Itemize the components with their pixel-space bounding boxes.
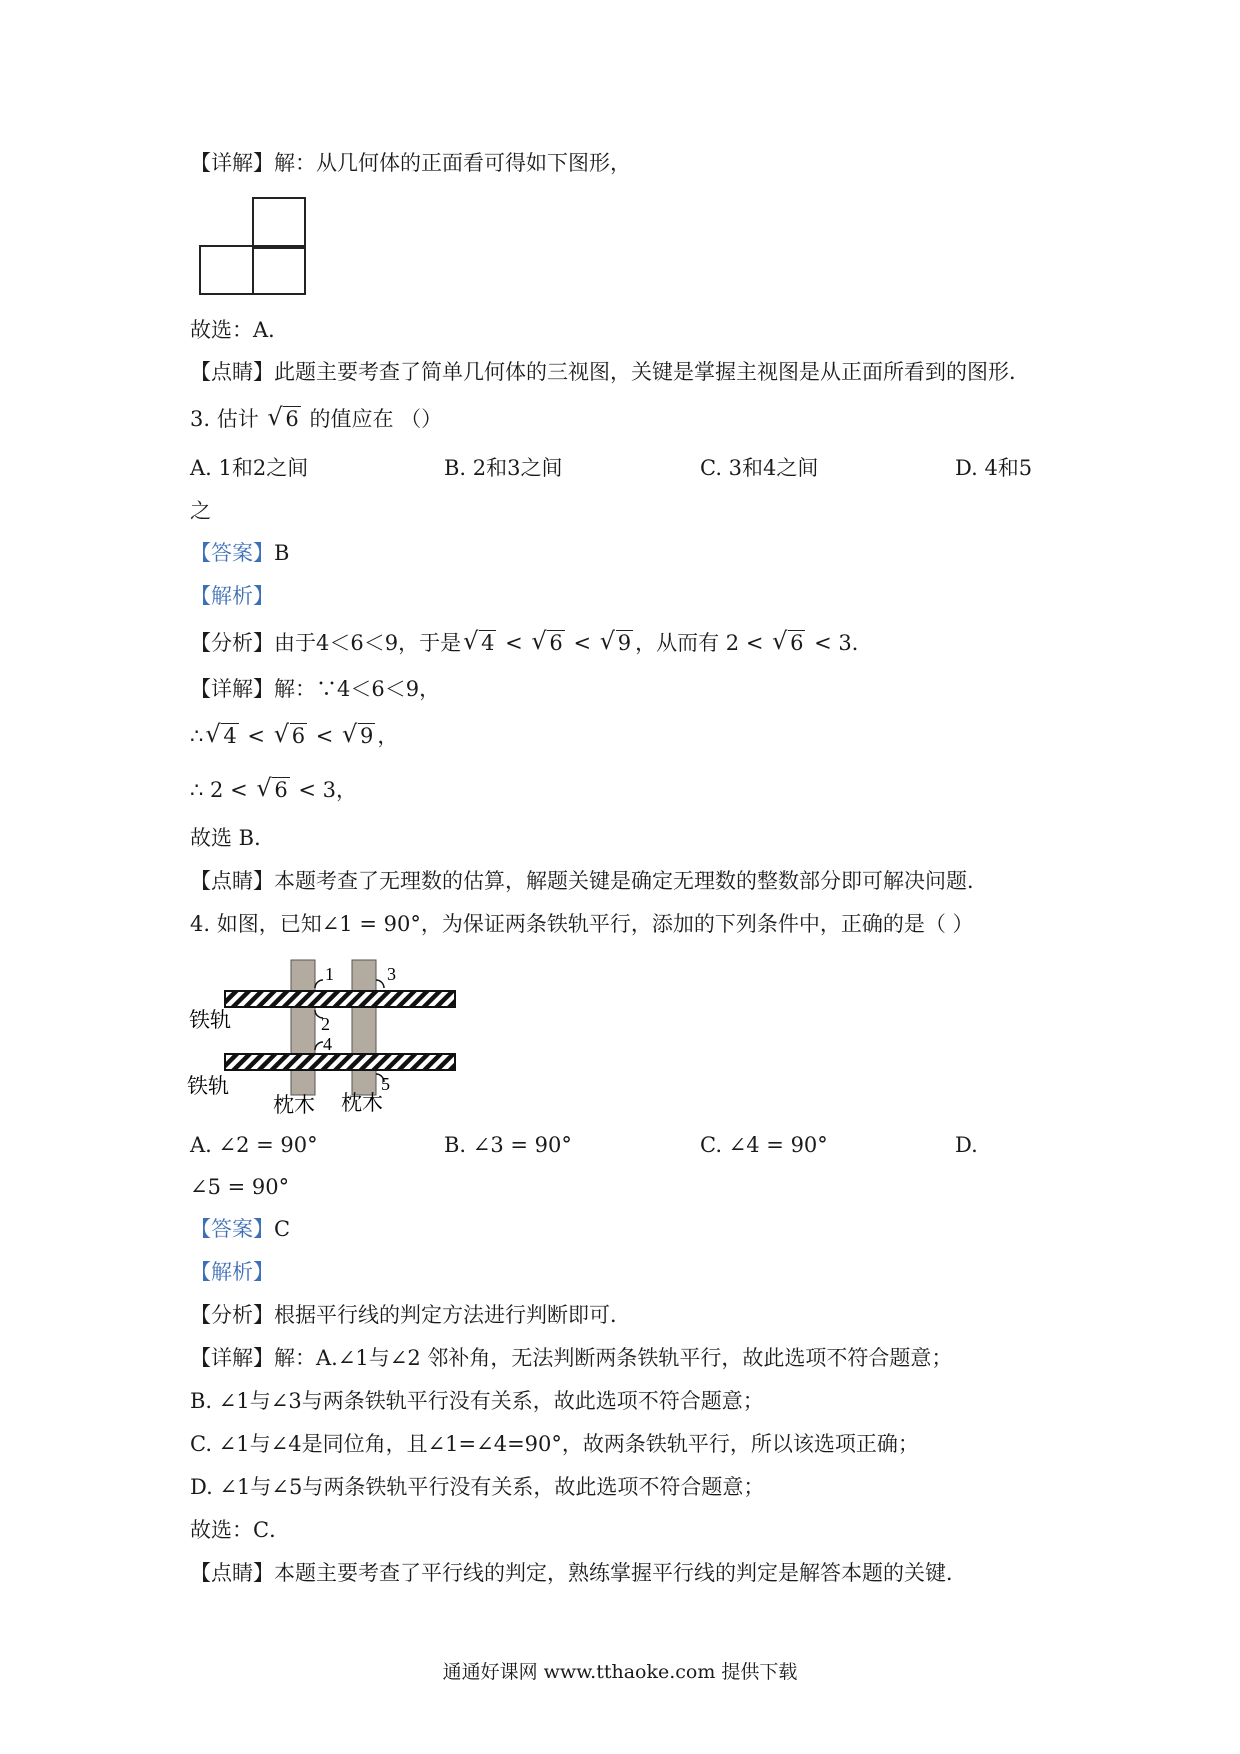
bottom-left-square (199, 245, 254, 295)
radical (600, 628, 633, 658)
rail-top (225, 991, 455, 1007)
comment-4: 【点睛】本题主要考查了平行线的判定，熟练掌握平行线的判定是解答本题的关键． (190, 1561, 967, 1585)
radical (256, 775, 289, 805)
answer-tag: 【答案】 (190, 1217, 274, 1241)
angle-5-label: 5 (381, 1074, 390, 1094)
choose-3: 故选 B． (190, 826, 276, 850)
railway-figure (185, 950, 465, 1130)
q3-suffix: 的值应在 （） (309, 407, 443, 431)
q3-option-b: B. 2和3之间 (444, 456, 563, 480)
angle-4-label: 4 (323, 1034, 332, 1054)
angle-3-label: 3 (387, 964, 396, 984)
q4-option-d: D. (955, 1133, 978, 1157)
sleeper-label-2: 枕木 (341, 1091, 383, 1115)
radicand: 6 (274, 778, 288, 802)
q4-option-c: C. ∠4 = 90° (700, 1133, 828, 1157)
q3-radical (267, 404, 300, 434)
detail-4a: 【详解】解：A.∠1与∠2 邻补角，无法判断两条铁轨平行，故此选项不符合题意； (190, 1346, 953, 1370)
choose-line-2: 故选：A． (190, 318, 290, 342)
q3-option-d: D. 4和5 (955, 456, 1033, 480)
detail-4c: C. ∠1与∠4是同位角，且∠1=∠4=90°，故两条铁轨平行，所以该选项正确； (190, 1432, 919, 1456)
analysis-tag-3: 【解析】 (190, 584, 274, 608)
question-3 (190, 404, 442, 434)
detail-4d: D. ∠1与∠5与两条铁轨平行没有关系，故此选项不符合题意； (190, 1475, 765, 1499)
angle-2-label: 2 (321, 1014, 330, 1034)
top-square (252, 197, 306, 249)
comment-3: 【点睛】本题考查了无理数的估算，解题关键是确定无理数的整数部分即可解决问题． (190, 869, 988, 893)
radical (274, 721, 307, 751)
radicand: 9 (360, 724, 374, 748)
bottom-right-square (252, 245, 306, 295)
q3-radicand: 6 (285, 407, 299, 431)
analysis-3-text: 【分析】由于4＜6＜9，于是 (190, 631, 462, 655)
radical (342, 721, 375, 751)
lt: < (498, 631, 530, 655)
radicand: 6 (549, 631, 563, 655)
analysis-3 (190, 628, 873, 658)
radicand: 4 (481, 631, 495, 655)
answer-4 (190, 1214, 290, 1244)
q4-option-a: A. ∠2 = 90° (190, 1133, 318, 1157)
answer-value: C (274, 1217, 291, 1241)
radical (463, 628, 496, 658)
comma: ， (377, 724, 399, 748)
radicand: 6 (291, 724, 306, 748)
answer-3 (190, 538, 289, 568)
radicand: 4 (223, 724, 237, 748)
comment-line-2: 【点睛】此题主要考查了简单几何体的三视图，关键是掌握主视图是从正面所看到的图形． (190, 360, 1030, 384)
analysis-tag-4: 【解析】 (190, 1260, 274, 1284)
rail-bottom (225, 1054, 455, 1070)
rail-label-1: 铁轨 (189, 1008, 231, 1032)
q4-option-d-wrap: ∠5 = 90° (190, 1175, 290, 1199)
q3-option-d-wrap: 之 (190, 499, 211, 523)
therefore: ∴ 2 < (190, 778, 255, 802)
step-2-end: < 3， (291, 778, 358, 802)
q3-option-c: C. 3和4之间 (700, 456, 819, 480)
footer: 通通好课网 www.tthaoke.com 提供下载 (442, 1661, 798, 1683)
analysis-3-mid: ，从而有 2 < (635, 631, 771, 655)
radicand: 6 (790, 631, 804, 655)
rail-label-2: 铁轨 (187, 1074, 229, 1098)
answer-value: B (274, 541, 290, 565)
therefore: ∴ (190, 724, 204, 748)
detail-line-1: 【详解】解：从几何体的正面看可得如下图形， (190, 151, 631, 175)
step-2 (190, 775, 357, 805)
choose-4: 故选：C． (190, 1518, 291, 1542)
q4-option-b: B. ∠3 = 90° (444, 1133, 572, 1157)
lt: < (566, 631, 598, 655)
lt: < (309, 724, 341, 748)
q3-option-a: A. 1和2之间 (190, 456, 309, 480)
analysis-3-end: < 3． (807, 631, 873, 655)
radical (205, 721, 238, 751)
answer-tag: 【答案】 (190, 541, 274, 565)
question-4: 4. 如图，已知∠1 = 90°，为保证两条铁轨平行，添加的下列条件中，正确的是（ ） (190, 912, 974, 936)
analysis-4: 【分析】根据平行线的判定方法进行判断即可． (190, 1303, 631, 1327)
angle-1-label: 1 (325, 964, 334, 984)
radical (772, 628, 805, 658)
sleeper-1 (291, 960, 315, 1095)
step-1 (190, 721, 398, 751)
radicand: 9 (617, 631, 632, 655)
radical (531, 628, 564, 658)
detail-4b: B. ∠1与∠3与两条铁轨平行没有关系，故此选项不符合题意； (190, 1389, 764, 1413)
detail-3: 【详解】解：∵4＜6＜9， (190, 677, 441, 701)
q3-prefix: 3. 估计 (190, 407, 259, 431)
sleeper-label-1: 枕木 (273, 1093, 315, 1117)
sleeper-2 (352, 960, 376, 1095)
lt: < (240, 724, 272, 748)
